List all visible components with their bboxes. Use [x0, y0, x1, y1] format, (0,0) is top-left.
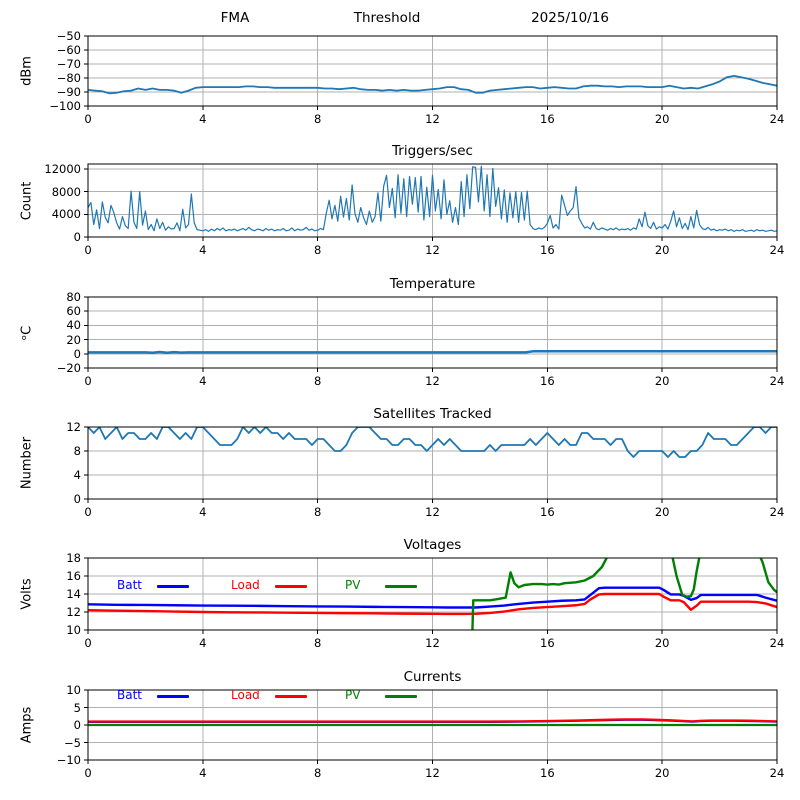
- x-tick-label: 0: [84, 636, 92, 650]
- x-tick-label: 12: [425, 766, 440, 780]
- y-tick-label: 8000: [51, 184, 81, 199]
- panel-title-satellites: Satellites Tracked: [373, 406, 492, 422]
- y-tick-label: 10: [66, 623, 81, 637]
- x-tick-label: 12: [425, 505, 440, 519]
- x-tick-label: 20: [654, 243, 670, 257]
- y-axis-label-amps: Amps: [19, 706, 35, 744]
- x-tick-label: 12: [425, 243, 440, 257]
- x-tick-label: 4: [199, 766, 207, 780]
- y-tick-label: −90: [56, 85, 81, 99]
- x-tick-label: 0: [84, 505, 92, 519]
- x-tick-label: 8: [313, 505, 322, 519]
- figure-title-date: 2025/10/16: [531, 10, 609, 26]
- x-tick-label: 24: [769, 112, 785, 126]
- y-axis-label-volts: Volts: [19, 578, 35, 610]
- y-tick-label: −50: [56, 29, 81, 43]
- x-tick-label: 8: [313, 374, 322, 388]
- y-tick-label: 20: [66, 332, 81, 347]
- x-tick-label: 24: [769, 636, 785, 650]
- y-tick-label: −20: [56, 361, 81, 375]
- y-tick-label: 16: [66, 569, 81, 583]
- x-tick-label: 12: [425, 112, 440, 126]
- x-tick-label: 0: [84, 243, 92, 257]
- y-tick-label: 8: [73, 444, 81, 458]
- x-tick-label: 16: [540, 243, 555, 257]
- x-tick-label: 24: [769, 766, 785, 780]
- y-tick-label: 12: [66, 420, 81, 434]
- x-tick-label: 24: [769, 243, 785, 257]
- y-axis-label-degc: ᵒC: [19, 325, 35, 340]
- x-tick-label: 4: [199, 636, 207, 650]
- x-tick-label: 16: [540, 505, 555, 519]
- legend-label-load: Load: [231, 578, 260, 592]
- x-tick-label: 4: [199, 243, 207, 257]
- x-tick-label: 12: [425, 374, 440, 388]
- panel-title-currents: Currents: [403, 669, 462, 685]
- legend-label-batt: Batt: [117, 688, 142, 702]
- y-tick-label: 5: [73, 700, 81, 715]
- x-tick-label: 8: [313, 636, 322, 650]
- y-tick-label: 0: [73, 492, 81, 506]
- x-tick-label: 20: [654, 636, 670, 650]
- x-tick-label: 16: [540, 766, 555, 780]
- panel-title-temperature: Temperature: [389, 276, 476, 292]
- y-axis-label-number: Number: [19, 436, 35, 490]
- y-tick-label: 0: [73, 230, 81, 244]
- y-tick-label: −10: [56, 753, 81, 767]
- y-tick-label: 18: [66, 551, 81, 565]
- legend-line-pv: [385, 585, 417, 588]
- x-tick-label: 8: [313, 112, 322, 126]
- panel-title-voltages: Voltages: [403, 537, 462, 553]
- x-tick-label: 12: [425, 636, 440, 650]
- y-tick-label: 0: [73, 346, 81, 361]
- x-tick-label: 20: [654, 505, 670, 519]
- x-tick-label: 16: [540, 112, 555, 126]
- y-tick-label: −80: [56, 71, 81, 85]
- y-tick-label: −5: [64, 735, 81, 750]
- y-tick-label: 60: [66, 304, 81, 319]
- y-tick-label: 12000: [44, 162, 81, 177]
- y-tick-label: 4000: [51, 207, 81, 222]
- series-temp: [88, 351, 777, 352]
- x-tick-label: 24: [769, 374, 785, 388]
- x-tick-label: 0: [84, 766, 92, 780]
- legend-line-load: [275, 585, 307, 588]
- y-tick-label: 14: [66, 587, 81, 601]
- y-tick-label: −60: [56, 43, 81, 57]
- figure-title-center: Threshold: [353, 10, 421, 26]
- legend-line-load: [275, 695, 307, 698]
- y-tick-label: 10: [66, 683, 81, 697]
- legend-label-pv: PV: [345, 578, 361, 592]
- x-tick-label: 20: [654, 112, 670, 126]
- x-tick-label: 8: [313, 766, 322, 780]
- y-tick-label: 40: [66, 318, 81, 333]
- legend-label-load: Load: [231, 688, 260, 702]
- y-tick-label: −70: [56, 57, 81, 71]
- x-tick-label: 4: [199, 374, 207, 388]
- panel-title-triggers: Triggers/sec: [392, 143, 473, 159]
- legend-line-batt: [157, 585, 189, 588]
- x-tick-label: 24: [769, 505, 785, 519]
- legend-label-pv: PV: [345, 688, 361, 702]
- x-tick-label: 0: [84, 112, 92, 126]
- x-tick-label: 4: [199, 505, 207, 519]
- x-tick-label: 20: [654, 766, 670, 780]
- x-tick-label: 20: [654, 374, 670, 388]
- y-tick-label: 12: [66, 605, 81, 619]
- figure-title-left: FMA: [220, 10, 250, 26]
- y-tick-label: 0: [73, 718, 81, 732]
- x-tick-label: 16: [540, 636, 555, 650]
- legend-line-pv: [385, 695, 417, 698]
- x-tick-label: 0: [84, 374, 92, 388]
- x-tick-label: 16: [540, 374, 555, 388]
- legend-line-batt: [157, 695, 189, 698]
- x-tick-label: 4: [199, 112, 207, 126]
- y-tick-label: 4: [73, 468, 81, 482]
- y-axis-label-dbm: dBm: [19, 56, 35, 86]
- y-axis-label-count: Count: [19, 181, 35, 220]
- y-tick-label: −100: [49, 99, 81, 113]
- x-tick-label: 8: [313, 243, 322, 257]
- y-tick-label: 80: [66, 290, 81, 304]
- legend-label-batt: Batt: [117, 578, 142, 592]
